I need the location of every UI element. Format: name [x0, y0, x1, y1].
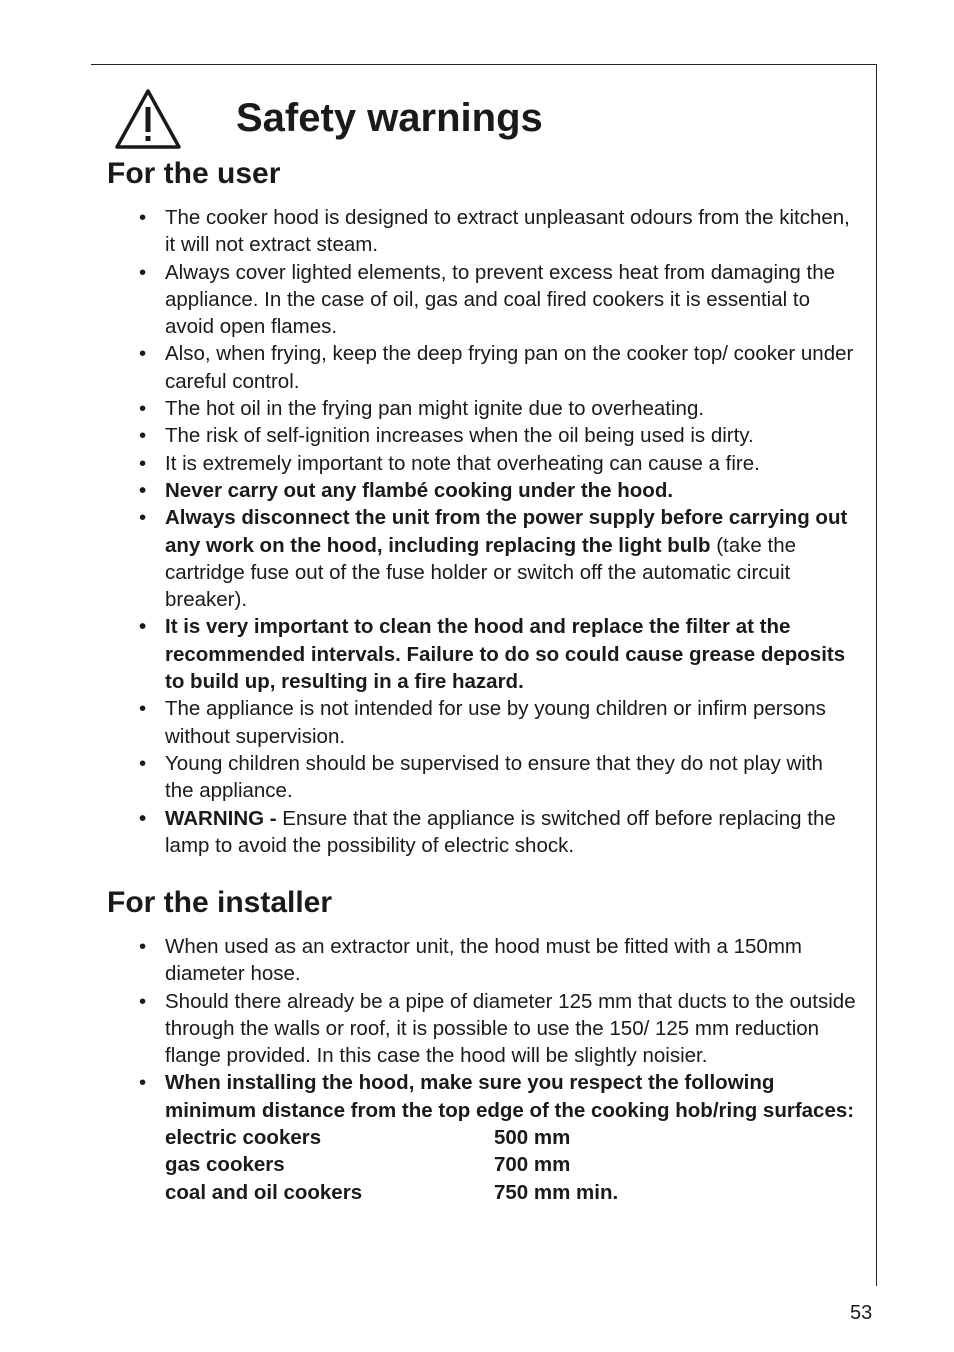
section-title-user: For the user: [107, 157, 281, 190]
list-item: • It is very important to clean the hood and replace the filter at the recommended intervals. Failure to do so could cause grease deposits to build up, resulting in a fire hazard.: [137, 613, 857, 695]
list-item-text: (take the cartridge fuse out of the fuse holder or switch off the automatic circuit breaker).: [165, 533, 796, 612]
page-title: Safety warnings: [236, 96, 543, 140]
list-item: [137, 1069, 857, 1205]
installer-warnings-list: [137, 933, 857, 1206]
right-rule: [876, 64, 877, 1286]
list-item: • Also, when frying, keep the deep frying pan on the cooker top/ cooker under careful control.: [137, 340, 857, 395]
list-item-text: • When installing the hood, make sure you respect the following minimum distance from the top edge of the cooking hob/ring surfaces:: [165, 1071, 855, 1122]
list-item: • The risk of self-ignition increases when the oil being used is dirty.: [137, 422, 857, 449]
distance-row: [165, 1151, 857, 1178]
distance-value: 750 mm min.: [494, 1180, 619, 1204]
list-item: [137, 504, 857, 613]
list-item: • Young children should be supervised to ensure that they do not play with the appliance.: [137, 750, 857, 805]
list-item: • When used as an extractor unit, the hood must be fitted with a 150mm diameter hose.: [137, 933, 857, 988]
section-title-installer: For the installer: [107, 886, 333, 919]
distance-row: [165, 1179, 857, 1206]
list-item: • Should there already be a pipe of diameter 125 mm that ducts to the outside through the walls or roof, it is possible to use the 150/ 125 mm reduction flange provided. In this case the hood will be slightly noisier.: [137, 988, 857, 1070]
list-item: • The cooker hood is designed to extract unpleasant odours from the kitchen, it will not extract steam.: [137, 204, 857, 259]
warning-triangle-icon: [113, 87, 183, 151]
list-item: [137, 805, 857, 860]
distance-label: gas cookers: [165, 1153, 285, 1177]
list-item: • It is extremely important to note that overheating can cause a fire.: [137, 450, 857, 477]
distance-value: 700 mm: [494, 1153, 571, 1177]
distance-label: coal and oil cookers: [165, 1180, 363, 1204]
list-item: • The appliance is not intended for use by young children or infirm persons without supervision.: [137, 695, 857, 750]
distance-value: 500 mm: [494, 1126, 571, 1150]
user-warnings-list: [137, 204, 857, 859]
list-item: • Never carry out any flambé cooking under the hood.: [137, 477, 857, 504]
page-number: 53: [850, 1302, 873, 1324]
list-item-text: Ensure that the appliance is switched off before replacing the lamp to avoid the possibility of electric shock.: [165, 806, 836, 857]
warning-label: WARNING -: [165, 806, 283, 830]
list-item-bold-text: Always disconnect the unit from the power supply before carrying out any work on the hood, including replacing the light bulb: [165, 506, 848, 557]
distance-label: electric cookers: [165, 1126, 322, 1150]
list-item: • Always cover lighted elements, to prevent excess heat from damaging the appliance. In the case of oil, gas and coal fired cookers it is essential to avoid open flames.: [137, 259, 857, 341]
list-item: • The hot oil in the frying pan might ignite due to overheating.: [137, 395, 857, 422]
top-rule: [91, 64, 877, 65]
distance-row: [165, 1124, 857, 1151]
